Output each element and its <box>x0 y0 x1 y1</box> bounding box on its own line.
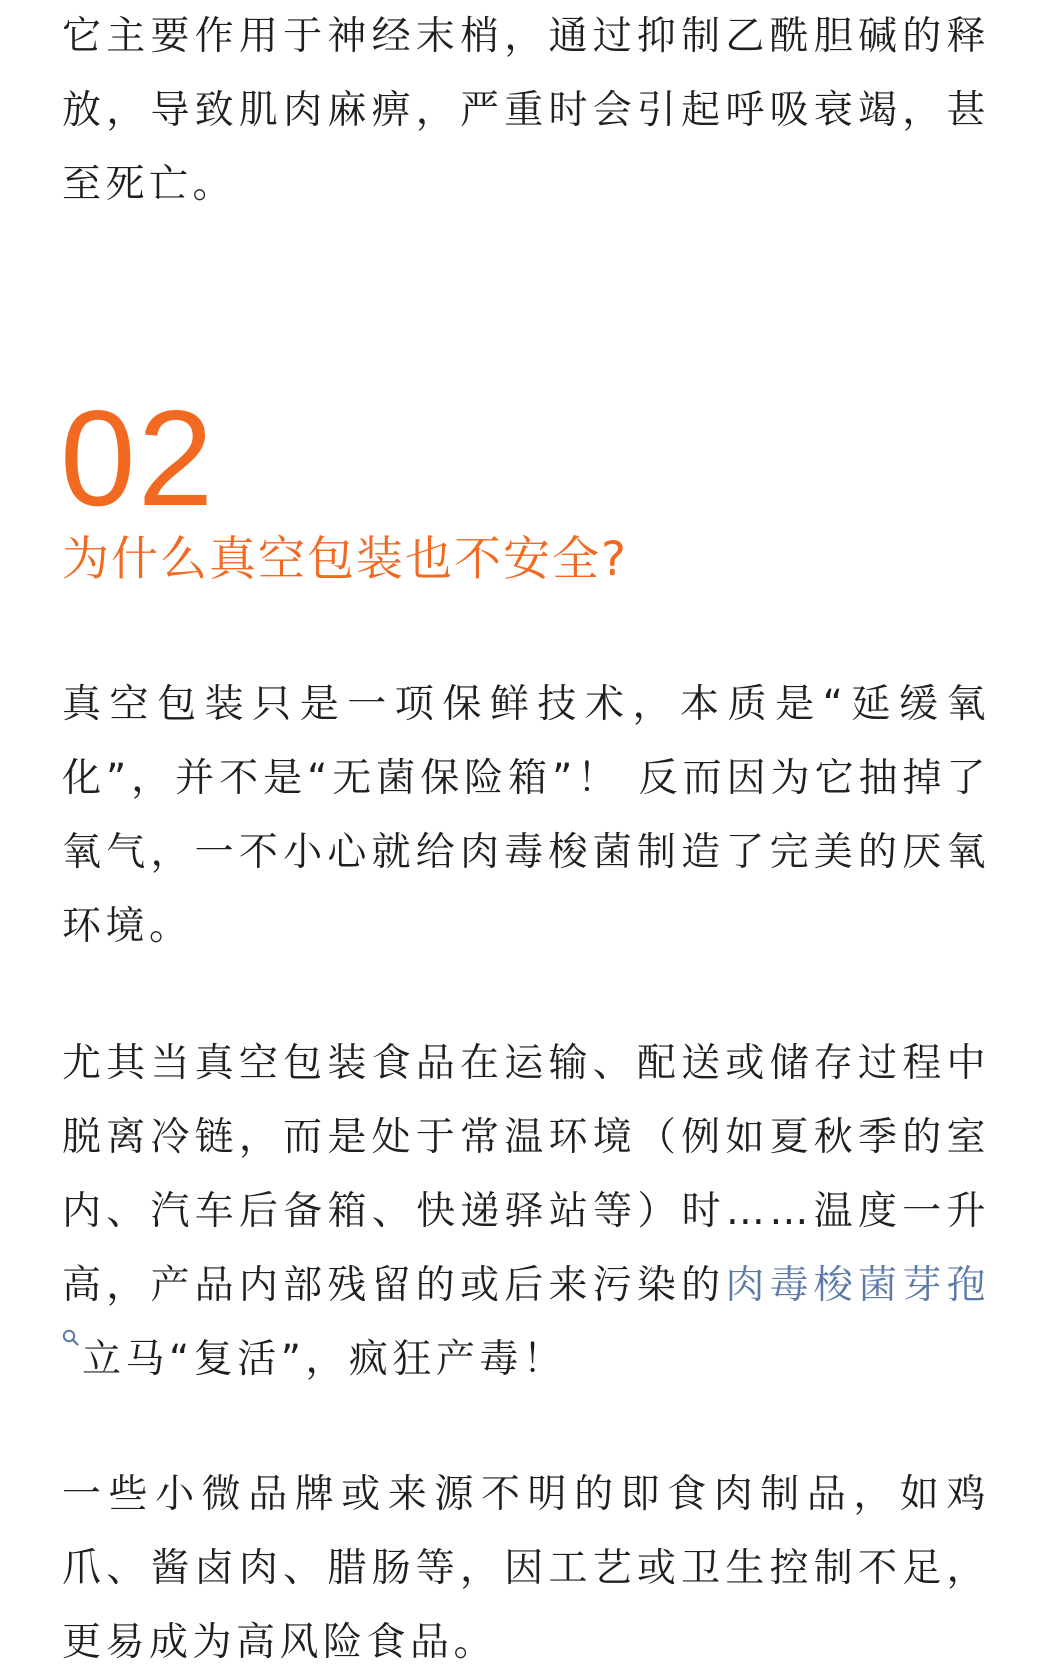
section-title: 为什么真空包装也不安全? <box>62 532 628 587</box>
paragraph-vacuum-packaging: 真空包装只是一项保鲜技术，本质是“延缓氧化”，并不是“无菌保险箱”！ 反而因为它抽掉了氧气，一不小心就给肉毒梭菌制造了完美的厌氧环境。 <box>62 682 990 949</box>
section-number: 02 <box>60 382 216 534</box>
search-icon[interactable] <box>62 1329 80 1351</box>
paragraph-botulinum-effect: 它主要作用于神经末梢，通过抑制乙酰胆碱的释放，导致肌肉麻痹，严重时会引起呼吸衰竭，甚至死亡。 <box>62 14 990 207</box>
spore-search-link-text[interactable]: 肉毒梭菌芽孢 <box>725 1263 990 1308</box>
paragraph-high-risk-foods: 一些小微品牌或来源不明的即食肉制品，如鸡爪、酱卤肉、腊肠等，因工艺或卫生控制不足，更易成为高风险食品。 <box>62 1472 990 1665</box>
paragraph-cold-chain-text-before: 尤其当真空包装食品在运输、配送或储存过程中脱离冷链，而是处于常温环境（例如夏秋季的室内、汽车后备箱、快递驿站等）时……温度一升高，产品内部残留的或后来污染的 <box>62 1041 990 1308</box>
paragraph-cold-chain <box>62 1027 990 1397</box>
paragraph-cold-chain-text-after: 立马“复活”，疯狂产毒！ <box>82 1337 567 1382</box>
